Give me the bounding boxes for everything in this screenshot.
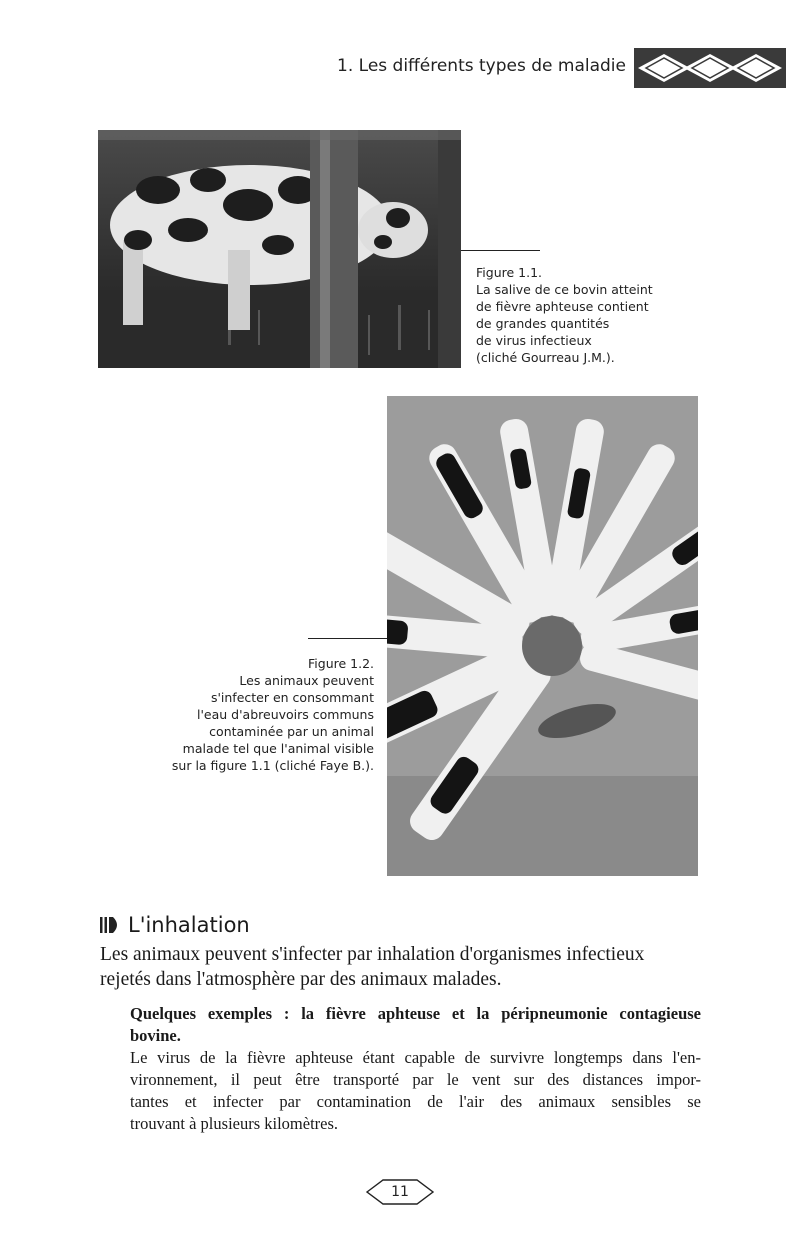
page-number-badge <box>366 1178 434 1206</box>
example-body-line: vironnement, il peut être transporté par le vent sur des distances impor- <box>130 1070 701 1089</box>
section-heading <box>100 913 250 937</box>
caption-line: contaminée par un animal <box>209 724 374 739</box>
example-block <box>130 1003 701 1135</box>
caption-line: de virus infectieux <box>476 333 592 348</box>
intro-line: Les animaux peuvent s'infecter par inhalation d'organismes infectieux <box>100 944 645 965</box>
figure-1-1-title: Figure 1.1. <box>476 265 542 280</box>
figure-1-1-photo <box>98 130 461 368</box>
caption-line: Les animaux peuvent <box>239 673 374 688</box>
example-title-line: bovine. <box>130 1026 181 1045</box>
caption-line: l'eau d'abreuvoirs communs <box>197 707 374 722</box>
figure-1-2-title: Figure 1.2. <box>308 656 374 671</box>
figure-1-1-caption <box>476 264 653 366</box>
caption-line: (cliché Gourreau J.M.). <box>476 350 615 365</box>
caption-line: s'infecter en consommant <box>210 690 374 705</box>
page-number: 11 <box>391 1184 409 1200</box>
caption-line: malade tel que l'animal visible <box>182 741 374 756</box>
caption-line: de fièvre aphteuse contient <box>476 299 649 314</box>
section-intro <box>100 942 700 992</box>
caption-line: de grandes quantités <box>476 316 610 331</box>
diamond-band-ornament-icon <box>634 48 786 88</box>
section-marker-icon <box>100 916 122 934</box>
example-body-line: trouvant à plusieurs kilomètres. <box>130 1114 339 1133</box>
example-body-line: Le virus de la fièvre aphteuse étant capable de survivre longtemps dans l'en- <box>130 1048 701 1067</box>
intro-line: rejetés dans l'atmosphère par des animaux malades. <box>100 969 502 990</box>
caption-line: sur la figure 1.1 (cliché Faye B.). <box>171 758 374 773</box>
figure-1-2-photo <box>387 396 698 876</box>
figure-1-1-leader-line <box>461 250 540 251</box>
figure-1-2-leader-line <box>308 638 387 639</box>
chapter-title: 1. Les différents types de maladie <box>337 56 626 76</box>
caption-line: La salive de ce bovin atteint <box>476 282 653 297</box>
example-body-line: tantes et infecter par contamination de l'air des animaux sensibles se <box>130 1092 701 1111</box>
example-title-line: Quelques exemples : la fièvre aphteuse et la péripneumonie contagieuse <box>130 1004 701 1023</box>
figure-1-2-caption <box>172 655 374 774</box>
section-title: L'inhalation <box>128 913 250 937</box>
